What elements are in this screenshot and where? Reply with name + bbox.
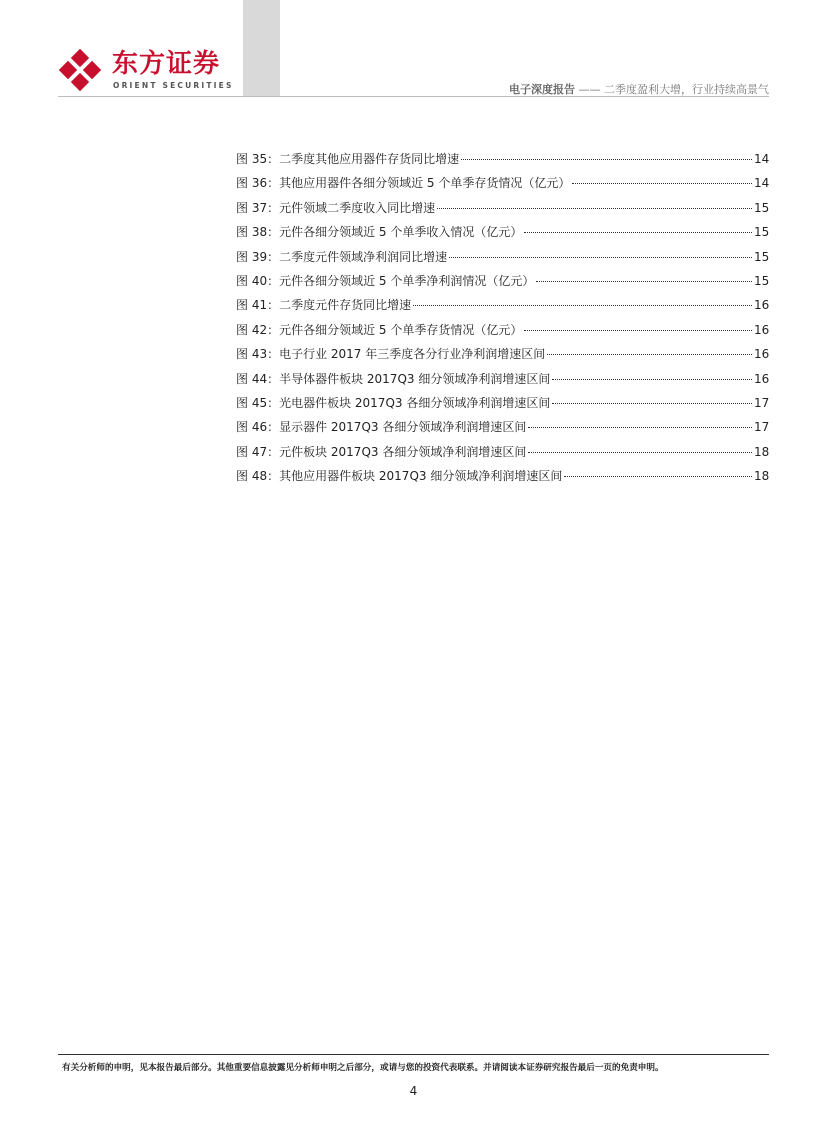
toc-entry-page: 17 bbox=[754, 395, 770, 410]
toc-entry-label: 图 37：元件领域二季度收入同比增速 bbox=[236, 200, 436, 215]
toc-entry[interactable] bbox=[236, 443, 768, 467]
toc-entry-page: 17 bbox=[754, 420, 770, 435]
toc-dot-leader bbox=[564, 476, 752, 477]
toc-entry[interactable] bbox=[236, 370, 768, 394]
header-gray-tab bbox=[243, 0, 280, 96]
header-separator: —— bbox=[578, 83, 601, 96]
toc-entry[interactable] bbox=[236, 223, 768, 247]
toc-dot-leader bbox=[461, 159, 752, 160]
toc-entry-label: 图 45：光电器件板块 2017Q3 各细分领域净利润增速区间 bbox=[236, 395, 551, 410]
toc-entry[interactable] bbox=[236, 345, 768, 369]
toc-entry-page: 16 bbox=[754, 298, 770, 313]
footer-divider bbox=[58, 1054, 769, 1055]
toc-entry-page: 15 bbox=[754, 249, 770, 264]
footer-disclaimer: 有关分析师的申明，见本报告最后部分。其他重要信息披露见分析师申明之后部分，或请与您的投资代表联系。并请阅读本证券研究报告最后一页的免责申明。 bbox=[62, 1063, 664, 1073]
toc-entry[interactable] bbox=[236, 296, 768, 320]
orient-logo-icon bbox=[58, 48, 102, 92]
toc-dot-leader bbox=[413, 305, 752, 306]
report-type: 电子深度报告 bbox=[509, 83, 575, 96]
toc-entry[interactable] bbox=[236, 150, 768, 174]
toc-entry[interactable] bbox=[236, 248, 768, 272]
toc-entry-label: 图 36：其他应用器件各细分领域近 5 个单季存货情况（亿元） bbox=[236, 176, 571, 191]
toc-entry[interactable] bbox=[236, 321, 768, 345]
figure-list bbox=[236, 150, 768, 491]
toc-entry-label: 图 39：二季度元件领域净利润同比增速 bbox=[236, 249, 448, 264]
toc-entry[interactable] bbox=[236, 174, 768, 198]
toc-entry-label: 图 41：二季度元件存货同比增速 bbox=[236, 298, 412, 313]
toc-entry-page: 18 bbox=[754, 469, 770, 484]
toc-entry[interactable] bbox=[236, 272, 768, 296]
toc-entry-page: 16 bbox=[754, 347, 770, 362]
toc-entry-label: 图 44：半导体器件板块 2017Q3 细分领域净利润增速区间 bbox=[236, 371, 551, 386]
toc-entry-label: 图 38：元件各细分领域近 5 个单季收入情况（亿元） bbox=[236, 225, 523, 240]
toc-entry-label: 图 48：其他应用器件板块 2017Q3 细分领域净利润增速区间 bbox=[236, 469, 563, 484]
toc-dot-leader bbox=[572, 183, 752, 184]
toc-entry-label: 图 40：元件各细分领域近 5 个单季净利润情况（亿元） bbox=[236, 273, 535, 288]
logo-english-name: ORIENT SECURITIES bbox=[113, 81, 234, 90]
toc-entry-page: 18 bbox=[754, 444, 770, 459]
company-logo bbox=[58, 48, 234, 96]
page-number: 4 bbox=[409, 1084, 418, 1098]
toc-entry[interactable] bbox=[236, 199, 768, 223]
toc-entry-label: 图 42：元件各细分领域近 5 个单季存货情况（亿元） bbox=[236, 322, 523, 337]
report-title: 二季度盈利大增，行业持续高景气 bbox=[604, 83, 769, 96]
toc-entry-page: 15 bbox=[754, 200, 770, 215]
report-header bbox=[509, 81, 769, 97]
toc-entry-label: 图 43：电子行业 2017 年三季度各分行业净利润增速区间 bbox=[236, 347, 546, 362]
toc-dot-leader bbox=[552, 403, 752, 404]
toc-entry-label: 图 47：元件板块 2017Q3 各细分领域净利润增速区间 bbox=[236, 444, 527, 459]
toc-entry-page: 14 bbox=[754, 176, 770, 191]
toc-dot-leader bbox=[524, 232, 752, 233]
logo-chinese-name: 东方证券 bbox=[112, 49, 221, 79]
toc-entry-page: 16 bbox=[754, 322, 770, 337]
toc-entry-page: 15 bbox=[754, 225, 770, 240]
toc-entry-page: 15 bbox=[754, 273, 770, 288]
toc-entry-page: 16 bbox=[754, 371, 770, 386]
toc-dot-leader bbox=[449, 257, 752, 258]
toc-dot-leader bbox=[528, 452, 752, 453]
toc-entry[interactable] bbox=[236, 418, 768, 442]
toc-entry[interactable] bbox=[236, 394, 768, 418]
header-divider bbox=[58, 96, 769, 97]
toc-entry-label: 图 46：显示器件 2017Q3 各细分领域净利润增速区间 bbox=[236, 420, 527, 435]
toc-dot-leader bbox=[437, 208, 752, 209]
toc-dot-leader bbox=[552, 379, 752, 380]
toc-dot-leader bbox=[528, 427, 752, 428]
toc-dot-leader bbox=[547, 354, 752, 355]
toc-entry-page: 14 bbox=[754, 152, 770, 166]
toc-dot-leader bbox=[536, 281, 752, 282]
toc-entry-label: 图 35：二季度其他应用器件存货同比增速 bbox=[236, 152, 460, 166]
toc-dot-leader bbox=[524, 330, 752, 331]
toc-entry[interactable] bbox=[236, 467, 768, 491]
